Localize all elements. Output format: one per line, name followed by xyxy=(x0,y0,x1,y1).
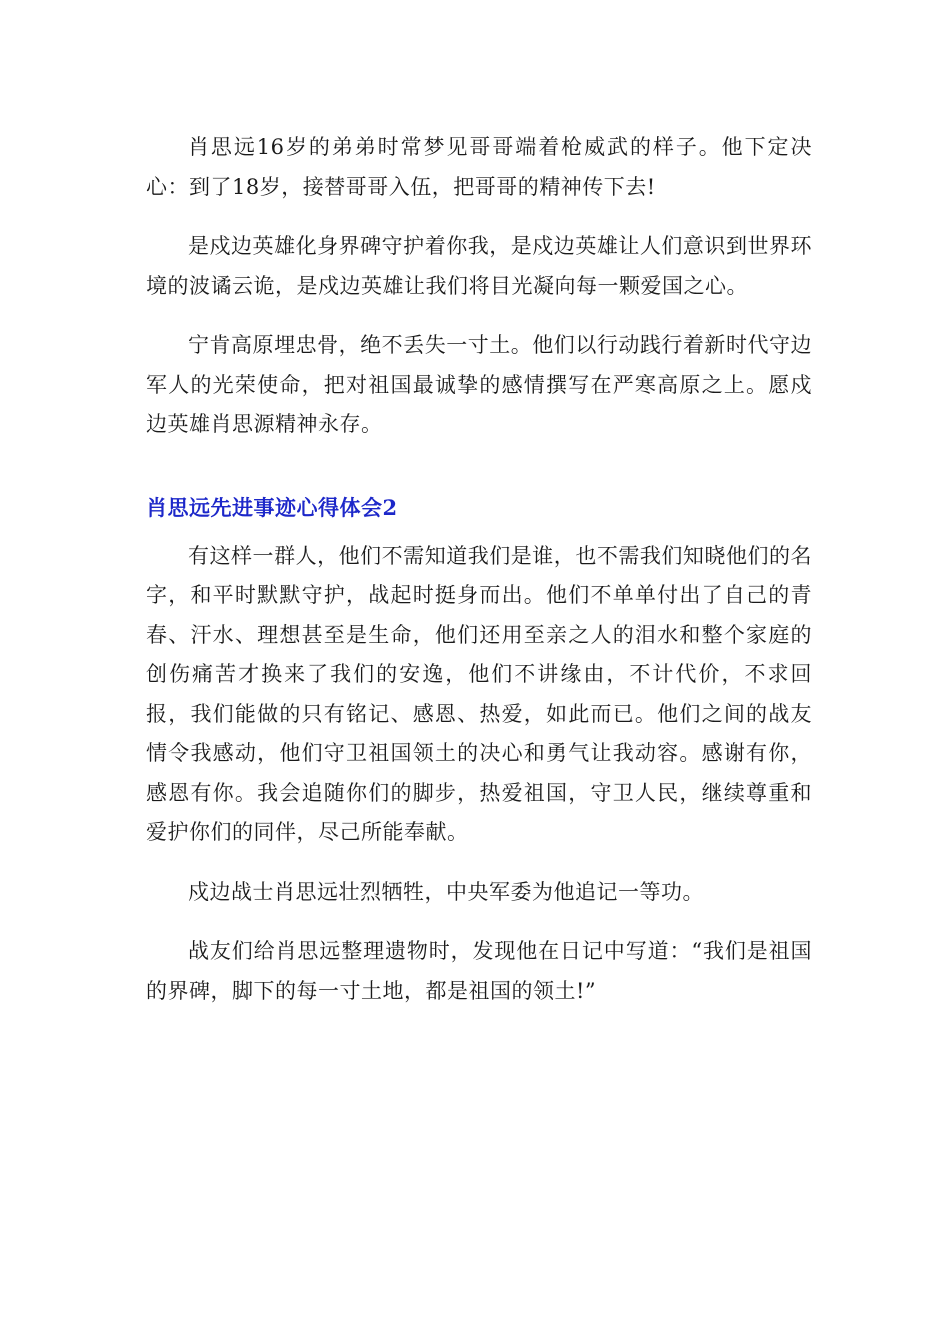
paragraph-brother-enlist: 肖思远16岁的弟弟时常梦见哥哥端着枪威武的样子。他下定决心：到了18岁，接替哥哥入伍，把哥哥的精神传下去! xyxy=(146,135,812,199)
paragraph-diary-quote: 战友们给肖思远整理遗物时，发现他在日记中写道：“我们是祖国的界碑，脚下的每一寸土地，都是祖国的领土!” xyxy=(146,939,812,1003)
section-heading: 肖思远先进事迹心得体会2 xyxy=(146,494,398,520)
paragraph-plateau-mission: 宁肯高原埋忠骨，绝不丢失一寸土。他们以行动践行着新时代守边军人的光荣使命，把对祖国最诚挚的感情撰写在严寒高原之上。愿戍边英雄肖思源精神永存。 xyxy=(146,333,812,436)
paragraph-first-class-merit: 戍边战士肖思远壮烈牺牲，中央军委为他追记一等功。 xyxy=(188,879,704,904)
paragraph-border-heroes: 是戍边英雄化身界碑守护着你我，是戍边英雄让人们意识到世界环境的波谲云诡，是戍边英雄让我们将目光凝向每一颗爱国之心。 xyxy=(146,234,812,298)
document-body xyxy=(146,128,812,1031)
paragraph-silent-guardians: 有这样一群人，他们不需知道我们是谁，也不需我们知晓他们的名字，和平时默默守护，战起时挺身而出。他们不单单付出了自己的青春、汗水、理想甚至是生命，他们还用至亲之人的泪水和整个家庭的创伤痛苦才换来了我们的安逸，他们不讲缘由，不计代价，不求回报，我们能做的只有铭记、感恩、热爱，如此而已。他们之间的战友情令我感动，他们守卫祖国领土的决心和勇气让我动容。感谢有你，感恩有你。我会追随你们的脚步，热爱祖国，守卫人民，继续尊重和爱护你们的同伴，尽己所能奉献。 xyxy=(146,543,812,844)
